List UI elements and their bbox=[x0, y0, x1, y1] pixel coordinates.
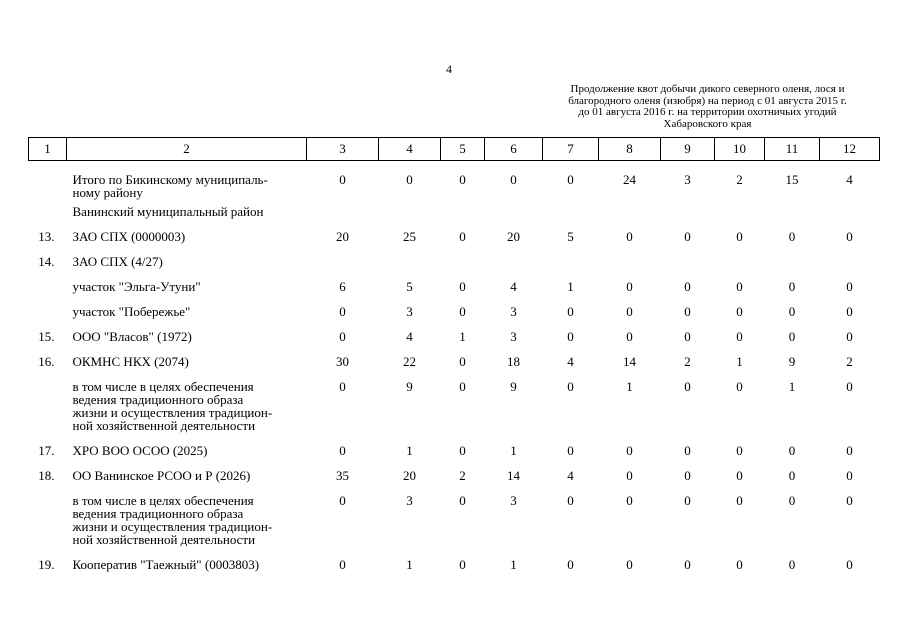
cell-value: 3 bbox=[684, 172, 691, 187]
cell-value: 3 bbox=[510, 493, 517, 508]
table-row bbox=[29, 330, 880, 355]
cell-value: 0 bbox=[846, 304, 853, 319]
row-name bbox=[67, 161, 307, 206]
cell-value: 0 bbox=[567, 304, 574, 319]
row-number: 16. bbox=[38, 354, 55, 369]
cell-value: 1 bbox=[736, 354, 743, 369]
row-name-line: Ванинский муниципальный район bbox=[72, 204, 264, 219]
cell-value: 0 bbox=[736, 329, 743, 344]
cell-value: 0 bbox=[736, 229, 743, 244]
row-name-line: в том числе в целях обеспечения bbox=[72, 379, 254, 394]
cell-value: 1 bbox=[510, 443, 517, 458]
cell-value: 0 bbox=[459, 493, 466, 508]
cell-value: 0 bbox=[788, 443, 796, 458]
cell-value: 0 bbox=[846, 229, 853, 244]
table-row bbox=[29, 280, 880, 305]
cell-value bbox=[661, 205, 715, 230]
row-name-line: ведения традиционного образа bbox=[72, 506, 244, 521]
cell-value: 9 bbox=[510, 379, 517, 394]
cell-value: 2 bbox=[459, 468, 466, 483]
cell-value: 0 bbox=[626, 443, 633, 458]
cell-value: 0 bbox=[846, 468, 853, 483]
cell-value: 15 bbox=[785, 172, 799, 187]
cell-value: 35 bbox=[336, 468, 349, 483]
cell-value: 0 bbox=[339, 379, 346, 394]
cell-value: 0 bbox=[567, 172, 574, 187]
row-name bbox=[67, 494, 307, 558]
cell-value: 14 bbox=[507, 468, 520, 483]
row-name-line: ОКМНС НКХ (2074) bbox=[72, 354, 189, 369]
row-name-line: жизни и осуществления традицион- bbox=[72, 519, 273, 534]
cell-value: 0 bbox=[339, 557, 346, 572]
page-number: 4 bbox=[446, 62, 452, 76]
row-name bbox=[67, 355, 307, 380]
row-name-line: ООО "Власов" (1972) bbox=[72, 329, 192, 344]
cell-value: 4 bbox=[406, 329, 413, 344]
cell-value: 0 bbox=[406, 172, 413, 187]
cell-value: 3 bbox=[510, 304, 517, 319]
cell-value: 0 bbox=[567, 329, 574, 344]
cell-value bbox=[543, 255, 599, 280]
cell-value: 0 bbox=[788, 229, 796, 244]
row-number bbox=[29, 494, 67, 558]
cell-value: 0 bbox=[846, 557, 853, 572]
table-row bbox=[29, 205, 880, 230]
cell-value: 18 bbox=[507, 354, 520, 369]
cell-value bbox=[485, 205, 543, 230]
row-name-line: в том числе в целях обеспечения bbox=[72, 493, 254, 508]
row-name-line: ной хозяйственной деятельности bbox=[72, 532, 256, 547]
cell-value: 4 bbox=[567, 354, 574, 369]
cell-value: 0 bbox=[459, 443, 466, 458]
cell-value bbox=[441, 255, 485, 280]
cell-value: 1 bbox=[510, 557, 517, 572]
cell-value: 0 bbox=[459, 279, 466, 294]
cell-value: 0 bbox=[459, 557, 466, 572]
cell-value bbox=[820, 205, 880, 230]
row-name-line: ЗАО СПХ (4/27) bbox=[72, 254, 163, 269]
row-name-line: жизни и осуществления традицион- bbox=[72, 405, 273, 420]
row-name bbox=[67, 255, 307, 280]
cell-value: 0 bbox=[626, 279, 633, 294]
cell-value: 0 bbox=[339, 329, 346, 344]
cell-value: 1 bbox=[626, 379, 633, 394]
cell-value: 20 bbox=[336, 229, 349, 244]
row-name-line: ХРО ВОО ОСОО (2025) bbox=[72, 443, 208, 458]
cell-value: 0 bbox=[684, 468, 691, 483]
cell-value bbox=[599, 255, 661, 280]
row-number: 19. bbox=[38, 557, 55, 572]
cell-value: 25 bbox=[403, 229, 416, 244]
cell-value: 0 bbox=[567, 379, 574, 394]
quota-table bbox=[28, 137, 880, 583]
cell-value: 0 bbox=[736, 468, 743, 483]
cell-value bbox=[379, 205, 441, 230]
cell-value: 0 bbox=[846, 279, 853, 294]
row-number bbox=[29, 161, 67, 206]
column-header: 8 bbox=[599, 138, 661, 161]
row-name bbox=[67, 205, 307, 230]
table-row bbox=[29, 355, 880, 380]
cell-value bbox=[820, 255, 880, 280]
row-name bbox=[67, 230, 307, 255]
cell-value: 0 bbox=[459, 354, 466, 369]
cell-value: 0 bbox=[684, 279, 691, 294]
cell-value bbox=[543, 205, 599, 230]
cell-value: 1 bbox=[406, 443, 413, 458]
cell-value: 0 bbox=[788, 557, 796, 572]
row-name bbox=[67, 330, 307, 355]
cell-value: 9 bbox=[406, 379, 413, 394]
cell-value: 0 bbox=[846, 329, 853, 344]
cell-value: 0 bbox=[510, 172, 517, 187]
cell-value: 0 bbox=[684, 379, 691, 394]
cell-value: 0 bbox=[736, 304, 743, 319]
row-name bbox=[67, 380, 307, 444]
row-name bbox=[67, 469, 307, 494]
cell-value: 14 bbox=[623, 354, 636, 369]
cell-value: 1 bbox=[406, 557, 413, 572]
caption-line: до 01 августа 2016 г. на территории охотничьих угодий bbox=[578, 106, 837, 118]
row-number bbox=[29, 305, 67, 330]
cell-value: 1 bbox=[788, 379, 796, 394]
cell-value: 0 bbox=[736, 379, 743, 394]
cell-value bbox=[307, 255, 379, 280]
table-row bbox=[29, 161, 880, 206]
row-number: 15. bbox=[38, 329, 55, 344]
cell-value: 5 bbox=[406, 279, 413, 294]
column-header: 3 bbox=[307, 138, 379, 161]
table-row bbox=[29, 380, 880, 444]
cell-value: 0 bbox=[567, 557, 574, 572]
column-header: 10 bbox=[715, 138, 765, 161]
cell-value: 0 bbox=[339, 493, 346, 508]
column-header: 12 bbox=[820, 138, 880, 161]
cell-value bbox=[599, 205, 661, 230]
row-name-line: ному району bbox=[72, 185, 143, 200]
cell-value: 9 bbox=[788, 354, 796, 369]
cell-value: 0 bbox=[684, 443, 691, 458]
cell-value: 0 bbox=[626, 468, 633, 483]
cell-value bbox=[307, 205, 379, 230]
cell-value: 20 bbox=[507, 229, 520, 244]
caption-line: благородного оленя (изюбря) на период с 01 августа 2015 г. bbox=[568, 94, 847, 107]
cell-value: 2 bbox=[684, 354, 691, 369]
cell-value: 22 bbox=[403, 354, 416, 369]
cell-value: 4 bbox=[846, 172, 853, 187]
row-name-line: ной хозяйственной деятельности bbox=[72, 418, 256, 433]
row-name bbox=[67, 305, 307, 330]
column-header: 7 bbox=[543, 138, 599, 161]
cell-value bbox=[661, 255, 715, 280]
cell-value bbox=[441, 205, 485, 230]
table-row bbox=[29, 444, 880, 469]
table-caption bbox=[540, 84, 875, 130]
cell-value: 30 bbox=[336, 354, 349, 369]
cell-value: 20 bbox=[403, 468, 416, 483]
row-name bbox=[67, 558, 307, 583]
row-name-line: Кооператив "Таежный" (0003803) bbox=[72, 557, 260, 572]
cell-value bbox=[715, 205, 765, 230]
column-header: 4 bbox=[379, 138, 441, 161]
cell-value: 0 bbox=[788, 329, 796, 344]
cell-value: 1 bbox=[567, 279, 574, 294]
row-number: 18. bbox=[38, 468, 55, 483]
cell-value: 0 bbox=[626, 304, 633, 319]
column-header: 5 bbox=[441, 138, 485, 161]
column-header: 6 bbox=[485, 138, 543, 161]
cell-value: 6 bbox=[339, 279, 346, 294]
cell-value: 0 bbox=[339, 304, 346, 319]
cell-value: 0 bbox=[684, 557, 691, 572]
cell-value: 0 bbox=[459, 229, 466, 244]
cell-value: 0 bbox=[736, 443, 743, 458]
cell-value: 2 bbox=[736, 172, 743, 187]
cell-value: 0 bbox=[684, 493, 691, 508]
cell-value: 3 bbox=[510, 329, 517, 344]
cell-value: 0 bbox=[736, 279, 743, 294]
row-number: 13. bbox=[38, 229, 55, 244]
row-number bbox=[29, 205, 67, 230]
cell-value: 0 bbox=[626, 493, 633, 508]
row-name-line: участок "Побережье" bbox=[72, 304, 191, 319]
table-row bbox=[29, 494, 880, 558]
cell-value: 0 bbox=[788, 493, 796, 508]
row-name-line: ведения традиционного образа bbox=[72, 392, 244, 407]
cell-value: 0 bbox=[736, 493, 743, 508]
cell-value: 0 bbox=[567, 493, 574, 508]
row-name-line: ЗАО СПХ (0000003) bbox=[72, 229, 186, 244]
cell-value: 0 bbox=[846, 493, 853, 508]
row-name bbox=[67, 444, 307, 469]
cell-value: 3 bbox=[406, 493, 413, 508]
cell-value: 0 bbox=[684, 329, 691, 344]
cell-value: 4 bbox=[510, 279, 517, 294]
table-row bbox=[29, 469, 880, 494]
cell-value: 0 bbox=[788, 279, 796, 294]
table-header-row bbox=[29, 138, 880, 161]
cell-value: 0 bbox=[788, 468, 796, 483]
row-number: 14. bbox=[38, 254, 55, 269]
row-name-line: участок "Эльга-Утуни" bbox=[72, 279, 201, 294]
cell-value: 3 bbox=[406, 304, 413, 319]
cell-value bbox=[765, 255, 820, 280]
cell-value: 4 bbox=[567, 468, 574, 483]
table-row bbox=[29, 230, 880, 255]
row-number bbox=[29, 380, 67, 444]
caption-line: Хабаровского края bbox=[663, 117, 752, 130]
cell-value: 0 bbox=[459, 304, 466, 319]
cell-value: 0 bbox=[846, 443, 853, 458]
row-number: 17. bbox=[38, 443, 55, 458]
row-name-line: Итого по Бикинскому муниципаль- bbox=[72, 172, 268, 187]
cell-value: 1 bbox=[459, 329, 466, 344]
column-header: 1 bbox=[29, 138, 67, 161]
cell-value: 0 bbox=[684, 304, 691, 319]
column-header: 9 bbox=[661, 138, 715, 161]
table-row bbox=[29, 558, 880, 583]
cell-value bbox=[379, 255, 441, 280]
row-name-line: ОО Ванинское РСОО и Р (2026) bbox=[72, 468, 251, 483]
cell-value bbox=[765, 205, 820, 230]
cell-value: 0 bbox=[459, 379, 466, 394]
cell-value bbox=[715, 255, 765, 280]
cell-value: 0 bbox=[626, 557, 633, 572]
cell-value: 5 bbox=[567, 229, 574, 244]
table-row bbox=[29, 305, 880, 330]
cell-value: 2 bbox=[846, 354, 853, 369]
cell-value: 0 bbox=[736, 557, 743, 572]
row-number bbox=[29, 280, 67, 305]
cell-value: 0 bbox=[788, 304, 796, 319]
cell-value: 0 bbox=[846, 379, 853, 394]
cell-value: 0 bbox=[459, 172, 466, 187]
cell-value: 24 bbox=[623, 172, 636, 187]
cell-value: 0 bbox=[339, 443, 346, 458]
caption-line: Продолжение квот добычи дикого северного оленя, лося и bbox=[570, 83, 845, 95]
cell-value bbox=[485, 255, 543, 280]
cell-value: 0 bbox=[626, 229, 633, 244]
cell-value: 0 bbox=[684, 229, 691, 244]
column-header: 2 bbox=[67, 138, 307, 161]
column-header: 11 bbox=[765, 138, 820, 161]
cell-value: 0 bbox=[567, 443, 574, 458]
cell-value: 0 bbox=[626, 329, 633, 344]
table-row bbox=[29, 255, 880, 280]
cell-value: 0 bbox=[339, 172, 346, 187]
row-name bbox=[67, 280, 307, 305]
